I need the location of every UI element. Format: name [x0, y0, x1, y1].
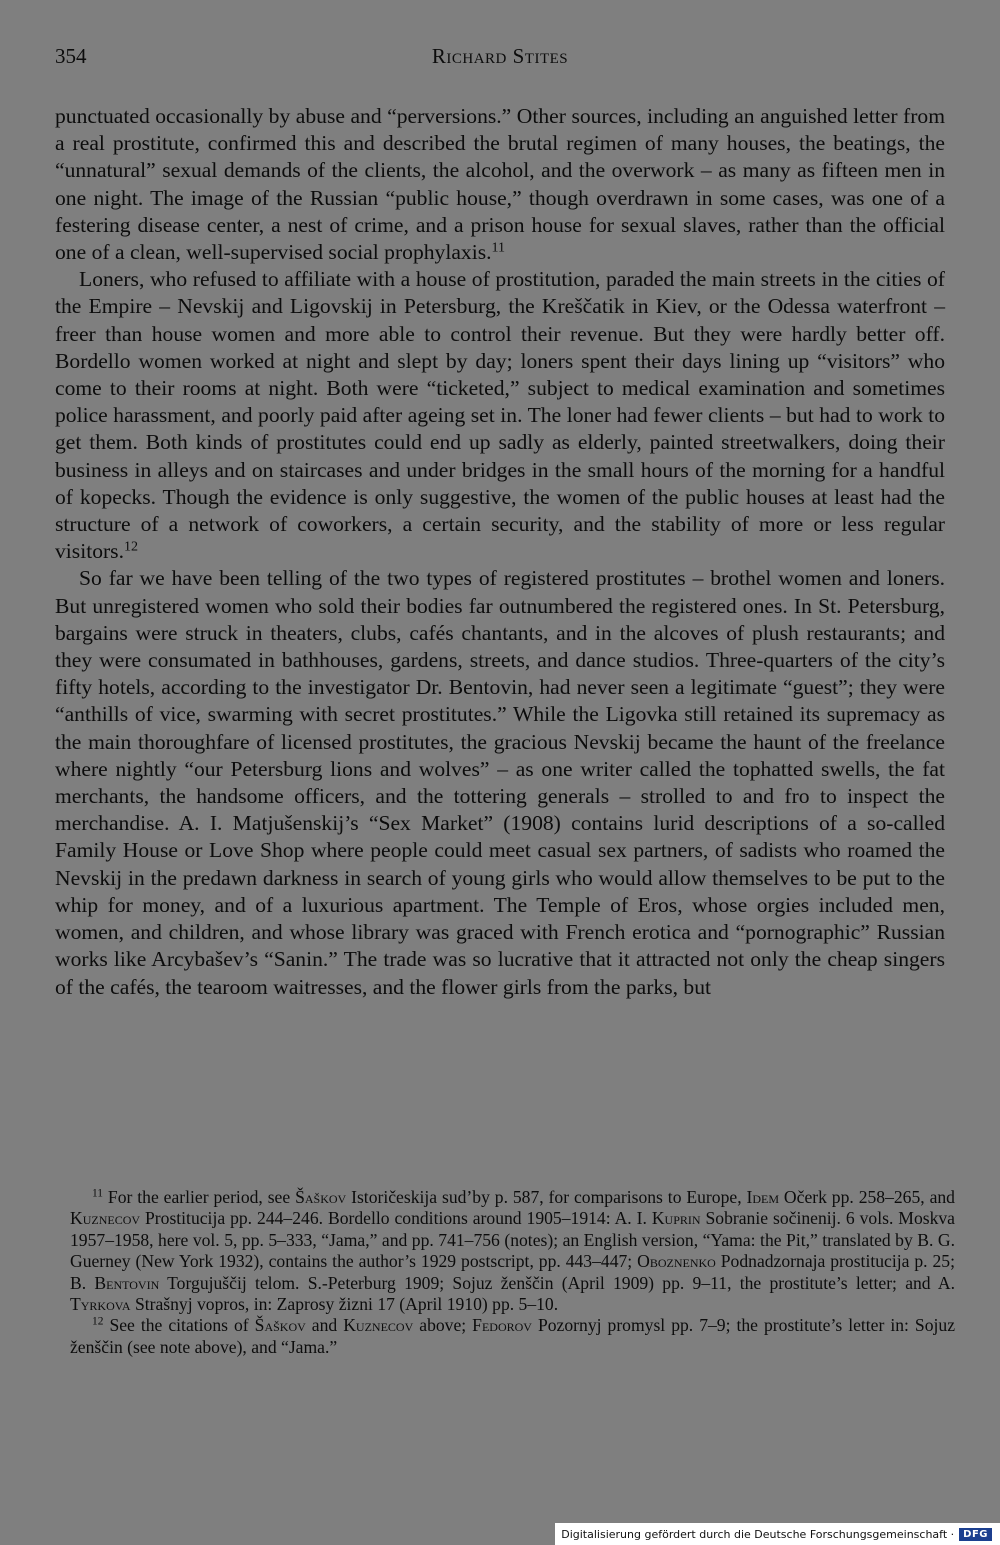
author-name: Oboznenko: [637, 1251, 716, 1272]
body-text: [55, 103, 945, 1001]
footnote-12-mark: 12: [92, 1316, 104, 1329]
footnote-text: and: [305, 1315, 344, 1336]
footnote-ref-11: 11: [491, 239, 506, 256]
author-name: Kuznecov: [343, 1315, 414, 1336]
author-name: Kuprin: [651, 1208, 701, 1229]
author-name: Bentovin: [94, 1272, 160, 1293]
digitization-footer: [555, 1523, 1000, 1545]
paragraph-3: [55, 565, 945, 1000]
page-number: 354: [55, 44, 87, 68]
footnotes: [70, 1187, 955, 1358]
author-name: Kuznecov: [70, 1208, 141, 1229]
footnote-text: Istoričeskija sud’by p. 587, for comparisons to Europe,: [346, 1187, 747, 1207]
paragraph-1-text: punctuated occasionally by abuse and “perversions.” Other sources, including an anguished letter from a real prostitute, confirmed this and described the brutal regimen of many houses, the beatings, the “unnatural” sexual demands of the clients, the alcohol, and the overwork – as many as fifteen men in one night. The image of the Russian “public house,” though overdrawn in some cases, was one of a festering disease center, a nest of crime, and a prison house for sexual slaves, rather than the official one of a clean, well-supervised social prophylaxis.: [55, 104, 945, 265]
author-name: Tyrkova: [70, 1294, 131, 1315]
page-header: [55, 44, 945, 74]
footnote-11-mark: 11: [92, 1187, 104, 1200]
footnote-text: above;: [413, 1315, 473, 1336]
footnote-11: [70, 1187, 955, 1315]
footnote-12: [70, 1315, 955, 1358]
footnote-text: Strašnyj vopros, in: Zaprosy žizni 17 (April 1910) pp. 5–10.: [130, 1294, 559, 1315]
paragraph-2-text: Loners, who refused to affiliate with a house of prostitution, paraded the main streets in the cities of the Empire – Nevskij and Ligovskij in Petersburg, the Kreščatik in Kiev, or the Odessa waterfront – freer than house women and more able to control their revenue. But they were hardly better off. Bordello women worked at night and slept by day; loners spent their days lining up “visitors” who come to their rooms at night. Both were “ticketed,” subject to medical examination and sometimes police harassment, and poorly paid after ageing set in. The loner had fewer clients – but had to work to get them. Both kinds of prostitutes could end up sadly as elderly, painted streetwalkers, doing their business in alleys and on staircases and under bridges in the small hours of the morning for a handful of kopecks. Though the evidence is only suggestive, the women of the public houses at least had the structure of a network of coworkers, a certain security, and the stability of more or less regular visitors.: [55, 267, 945, 564]
footnote-text: Očerk pp. 258–265, and: [779, 1187, 955, 1207]
footnote-text: Torgujuščij telom. S.-Peterburg 1909; Sojuz ženščin (April 1909) pp. 9–11, the prostitute’s letter; and A.: [159, 1272, 955, 1293]
running-head: Richard Stites: [431, 44, 569, 68]
funding-credit: Digitalisierung gefördert durch die Deutsche Forschungsgemeinschaft ·: [561, 1527, 955, 1541]
author-name: Šaškov: [295, 1187, 347, 1207]
paragraph-2: [55, 266, 945, 565]
dfg-logo[interactable]: DFG: [959, 1528, 992, 1541]
author-name: Idem: [746, 1187, 780, 1207]
footnote-text: Sobranie sočinenij. 6 vols. Moskva 1957–1958, here vol. 5, pp. 5–333, “Jama,” and pp. 741–756 (notes); an English version, “Yama: the Pit,” translated by B. G. Guerney (New York 1932), contains the author’s 1929 postscript, pp. 443–447;: [70, 1208, 955, 1272]
footnote-text: Pozornyj promysl pp. 7–9; the prostitute’s letter in: Sojuz ženščin (see note above), and “Jama.”: [70, 1315, 955, 1357]
author-name: Šaškov: [254, 1315, 306, 1336]
footnote-ref-12: 12: [124, 538, 139, 555]
footnote-text: Podnadzornaja prostitucija p. 25; B.: [70, 1251, 955, 1293]
footnote-text: For the earlier period, see: [103, 1187, 296, 1207]
author-name: Fedorov: [472, 1315, 532, 1336]
footnote-text: See the citations of: [103, 1315, 255, 1336]
paragraph-3-text: So far we have been telling of the two types of registered prostitutes – brothel women and loners. But unregistered women who sold their bodies far outnumbered the registered ones. In St. Petersburg, bargains were struck in theaters, clubs, cafés chantants, and in the alcoves of plush restaurants; and they were consumated in bathhouses, gardens, streets, and dance studios. Three-quarters of the city’s fifty hotels, according to the investigator Dr. Bentovin, had never seen a legitimate “guest”; they were “anthills of vice, swarming with secret prostitutes.” While the Ligovka still retained its supremacy as the main thoroughfare of licensed prostitutes, the gracious Nevskij became the haunt of the freelance where nightly “our Petersburg lions and wolves” – as one writer called the tophatted swells, the fat merchants, the handsome officers, and the tottering generals – strolled to and fro to inspect the merchandise. A. I. Matjušenskij’s “Sex Market” (1908) contains lurid descriptions of a so-called Family House or Love Shop where people could meet casual sex partners, of sadists who roamed the Nevskij in the predawn darkness in search of young girls who would allow themselves to be put to the whip for money, and of a luxurious apartment. The Temple of Eros, whose orgies included men, women, and children, and whose library was graced with French erotica and “pornographic” Russian works like Arcybašev’s “Sanin.” The trade was so lucrative that it attracted not only the cheap singers of the cafés, the tearoom waitresses, and the flower girls from the parks, but: [55, 566, 945, 999]
footnote-text: Prostitucija pp. 244–246. Bordello conditions around 1905–1914: A. I.: [140, 1208, 652, 1229]
paragraph-1: [55, 103, 945, 266]
